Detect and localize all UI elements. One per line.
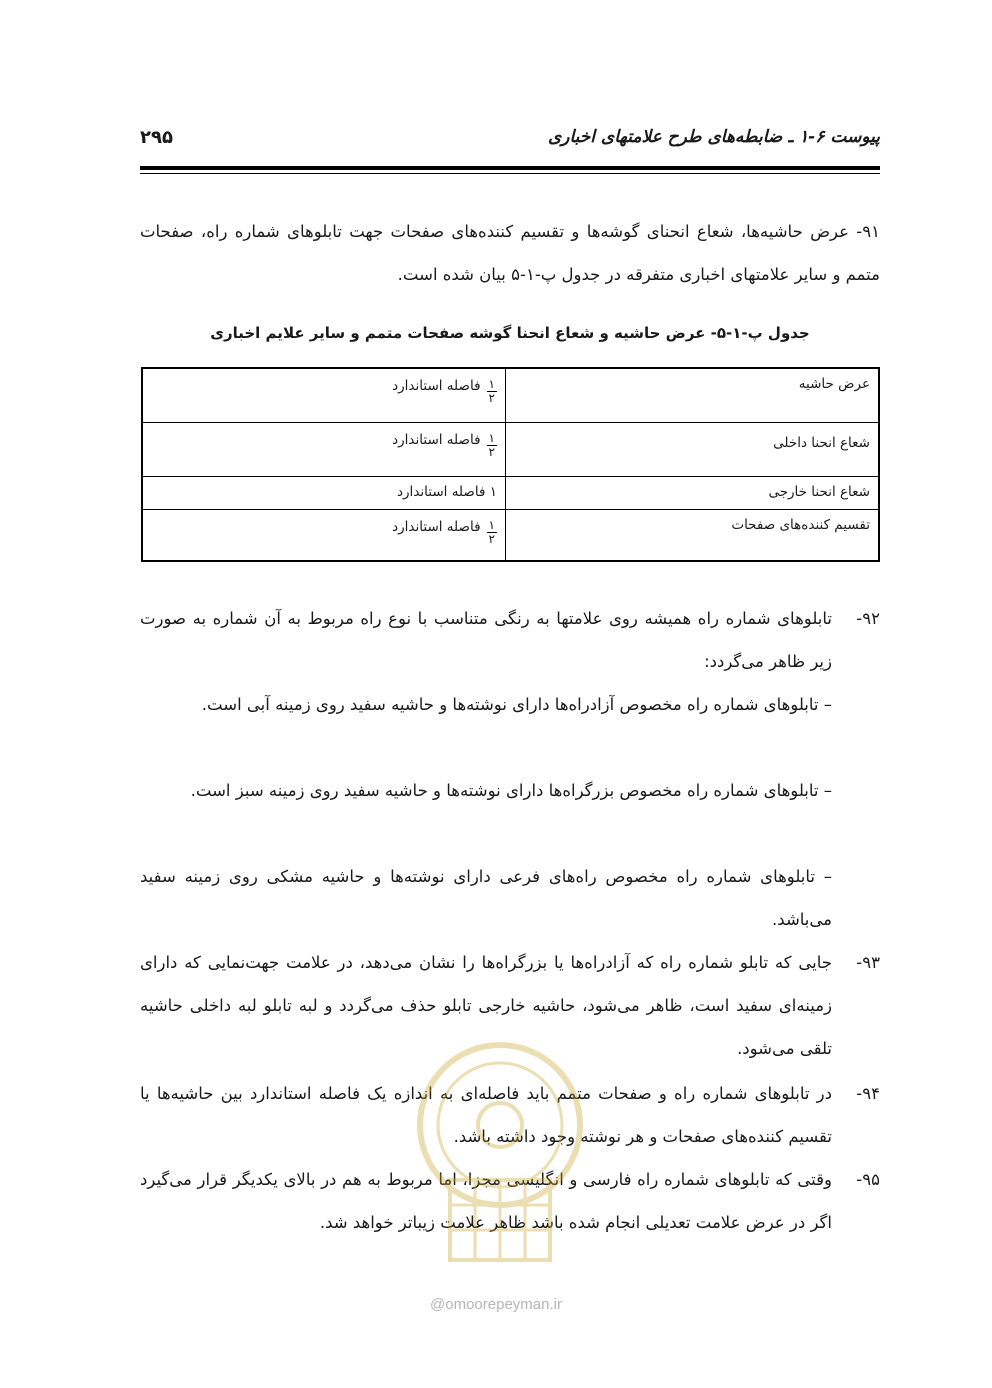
item-text: تابلوهای شماره راه همیشه روی علامتها به رنگی متناسب با نوع راه مربوط به آن شماره به صورت زیر ظاهر می‌گردد: (140, 609, 832, 671)
table-row (142, 476, 879, 509)
bullet-freeway: – تابلوهای شماره راه مخصوص آزادراه‌ها دارای نوشته‌ها و حاشیه سفید روی زمینه آبی است. (201, 695, 832, 714)
row-value: $\frac{۱}{۲}$ فاصله استاندارد (142, 368, 506, 422)
table-row (142, 368, 879, 422)
item-text: در تابلوهای شماره راه و صفحات متمم باید فاصله‌ای به اندازه یک فاصله استاندارد بین حاشیه‌ها یا تقسیم کننده‌های صفحات و هر نوشته وجود داشته باشد. (140, 1084, 832, 1146)
item-92 (140, 597, 880, 683)
item-number: ۹۳- (856, 953, 880, 972)
item-text: جایی که تابلو شماره راه که آزادراه‌ها یا بزرگراه‌ها را نشان می‌دهد، در علامت جهت‌نمایی که دارای زمینه‌ای سفید است، ظاهر می‌شود، حاشیه خارجی تابلو حذف می‌گردد و لبه تابلو لبه داخلی حاشیه تلقی می‌شود. (140, 953, 832, 1058)
page-number: ۲۹۵ (140, 126, 173, 148)
paragraph-91: ۹۱- عرض حاشیه‌ها، شعاع انحنای گوشه‌ها و تقسیم کننده‌های صفحات جهت تابلوهای شماره راه، صفحات متمم و سایر علامتهای اخباری متفرقه در جدول پ-۱-۵ بیان شده است. (140, 222, 880, 284)
row-label: شعاع انحنا داخلی (506, 422, 880, 476)
row-value: $\frac{۱}{۲}$ فاصله استاندارد (142, 422, 506, 476)
header-rule-thick (140, 166, 880, 170)
table-row (142, 422, 879, 476)
table-row (142, 509, 879, 561)
watermark-site: @omoorepeyman.ir (430, 1296, 562, 1313)
fraction: $\frac{۱}{۲}$ (488, 377, 495, 406)
fraction: $\frac{۱}{۲}$ (488, 517, 495, 546)
row-label: عرض حاشیه (506, 368, 880, 422)
row-label: شعاع انحنا خارجی (506, 476, 880, 509)
row-label: تقسیم کننده‌های صفحات (506, 509, 880, 561)
fraction: $\frac{۱}{۲}$ (488, 430, 495, 459)
item-number: ۹۵- (856, 1170, 880, 1189)
item-text: وقتی که تابلوهای شماره راه فارسی و انگلیسی مجزا، اما مربوط به هم در بالای یکدیگر قرار می‌گیرد اگر در عرض علامت تعدیلی انجام شده باشد ظاهر علامت زیباتر خواهد شد. (140, 1170, 832, 1232)
item-number: ۹۲- (856, 609, 880, 628)
running-title: پیوست ۶-۱ ـ ضابطه‌های طرح علامتهای اخباری (547, 127, 880, 147)
page-header (140, 122, 880, 152)
item-number: ۹۴- (856, 1084, 880, 1103)
row-value: ۱ فاصله استاندارد (142, 476, 506, 509)
bullet-minor-road: – تابلوهای شماره راه مخصوص راه‌های فرعی دارای نوشته‌ها و حاشیه مشکی روی زمینه سفید می‌باشد. (140, 867, 832, 929)
row-value: $\frac{۱}{۲}$ فاصله استاندارد (142, 509, 506, 561)
table-caption: جدول پ-۱-۵- عرض حاشیه و شعاع انحنا گوشه صفحات متمم و سایر علایم اخباری (210, 324, 810, 342)
watermark-seal-icon (390, 1030, 610, 1290)
bullet-expressway: – تابلوهای شماره راه مخصوص بزرگراه‌ها دارای نوشته‌ها و حاشیه سفید روی زمینه سبز است. (190, 781, 832, 800)
header-rule-thin (140, 173, 880, 174)
spec-table (141, 367, 880, 562)
